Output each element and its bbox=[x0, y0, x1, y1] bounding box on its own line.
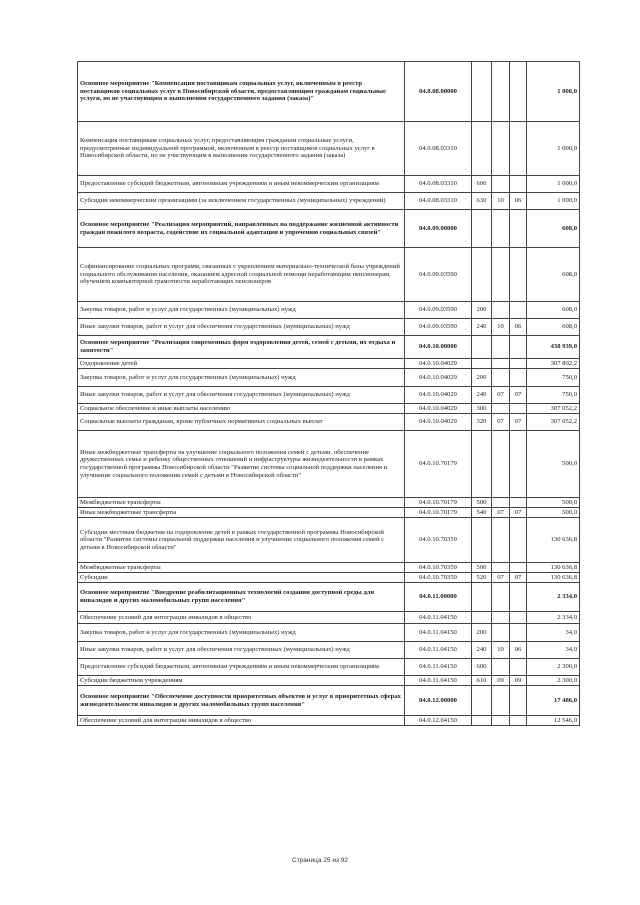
row-code-cell: 04.0.11.00000 bbox=[405, 583, 472, 612]
table-row-main-measure bbox=[78, 210, 580, 248]
row-name-cell: Субсидии bbox=[78, 573, 405, 583]
row-subsection-cell bbox=[510, 612, 527, 624]
row-subsection-cell bbox=[510, 583, 527, 612]
row-amount-cell: 750,0 bbox=[527, 369, 580, 387]
row-section-cell bbox=[492, 518, 510, 563]
page-footer: Страница 25 из 92 bbox=[292, 857, 348, 864]
row-expense-type-cell bbox=[472, 62, 492, 122]
table-row bbox=[78, 404, 580, 414]
row-subsection-cell: 07 bbox=[510, 414, 527, 431]
row-amount-cell: 608,0 bbox=[527, 302, 580, 319]
row-expense-type-cell bbox=[472, 248, 492, 302]
row-amount-cell: 130 636,8 bbox=[527, 563, 580, 573]
row-amount-cell: 307 052,2 bbox=[527, 404, 580, 414]
row-section-cell bbox=[492, 210, 510, 248]
table-row bbox=[78, 624, 580, 642]
row-subsection-cell bbox=[510, 498, 527, 508]
row-name-cell: Основное мероприятие "Внедрение реабилитационных технологий создании доступной среды для инвалидов и других маломобильных групп населения" bbox=[78, 583, 405, 612]
row-name-cell: Основное мероприятие "Обеспечение доступности приоритетных объектов и услуг в приоритетных сферах жизнедеятельности инвалидов и других маломобильных групп населения" bbox=[78, 686, 405, 716]
budget-table-body bbox=[78, 62, 580, 726]
table-row bbox=[78, 431, 580, 498]
row-subsection-cell bbox=[510, 176, 527, 193]
row-name-cell: Социальные выплаты гражданам, кроме публичных нормативных социальных выплат bbox=[78, 414, 405, 431]
row-amount-cell: 17 486,0 bbox=[527, 686, 580, 716]
row-code-cell: 04.0.08.00000 bbox=[405, 62, 472, 122]
row-amount-cell: 307 052,2 bbox=[527, 414, 580, 431]
table-row bbox=[78, 414, 580, 431]
row-subsection-cell: 07 bbox=[510, 573, 527, 583]
table-row bbox=[78, 676, 580, 686]
row-subsection-cell: 06 bbox=[510, 319, 527, 336]
row-code-cell: 04.0.11.04150 bbox=[405, 676, 472, 686]
row-subsection-cell bbox=[510, 686, 527, 716]
row-code-cell: 04.0.11.04150 bbox=[405, 642, 472, 659]
row-section-cell bbox=[492, 176, 510, 193]
row-code-cell: 04.0.10.04029 bbox=[405, 369, 472, 387]
row-expense-type-cell bbox=[472, 359, 492, 369]
row-code-cell: 04.0.11.04150 bbox=[405, 624, 472, 642]
row-code-cell: 04.0.10.04029 bbox=[405, 414, 472, 431]
table-row bbox=[78, 387, 580, 404]
row-section-cell bbox=[492, 498, 510, 508]
row-section-cell: 09 bbox=[492, 676, 510, 686]
row-amount-cell: 608,0 bbox=[527, 319, 580, 336]
row-subsection-cell bbox=[510, 122, 527, 176]
table-row bbox=[78, 716, 580, 726]
row-subsection-cell bbox=[510, 210, 527, 248]
row-section-cell: 07 bbox=[492, 508, 510, 518]
row-expense-type-cell: 200 bbox=[472, 624, 492, 642]
row-expense-type-cell: 240 bbox=[472, 387, 492, 404]
row-amount-cell: 34,0 bbox=[527, 624, 580, 642]
row-amount-cell: 1 000,0 bbox=[527, 176, 580, 193]
row-amount-cell: 1 000,0 bbox=[527, 62, 580, 122]
row-expense-type-cell: 200 bbox=[472, 302, 492, 319]
row-expense-type-cell: 520 bbox=[472, 573, 492, 583]
row-section-cell bbox=[492, 62, 510, 122]
table-row bbox=[78, 122, 580, 176]
table-row bbox=[78, 369, 580, 387]
row-code-cell: 04.0.10.70179 bbox=[405, 431, 472, 498]
row-expense-type-cell bbox=[472, 431, 492, 498]
row-expense-type-cell bbox=[472, 686, 492, 716]
row-amount-cell: 2 334,0 bbox=[527, 612, 580, 624]
row-expense-type-cell: 320 bbox=[472, 414, 492, 431]
table-row bbox=[78, 193, 580, 210]
row-name-cell: Обеспечение условий для интеграции инвалидов в общество bbox=[78, 612, 405, 624]
table-row bbox=[78, 573, 580, 583]
row-name-cell: Основное мероприятие "Реализация мероприятий, направленных на поддержание жизненной активности граждан пожилого возраста, содействие их социальной адаптации и упрочению социальных связей" bbox=[78, 210, 405, 248]
row-name-cell: Компенсация поставщикам социальных услуг, предоставляющим гражданам социальные услуги, предусмотренные индивидуальной программой, включенным в реестр поставщиков социальных услуг в Новосибирской области, но не участвующим в выполнении государственного задания (заказа) bbox=[78, 122, 405, 176]
row-name-cell: Основное мероприятие "Компенсация поставщикам социальных услуг, включенным в реестр поставщиков социальных услуг в Новосибирской области, предоставляющим гражданам социальные услуги, но не участвующим в выполнении государственного задания (заказа)" bbox=[78, 62, 405, 122]
row-section-cell bbox=[492, 716, 510, 726]
row-name-cell: Предоставление субсидий бюджетным, автономным учреждениям и иным некоммерческим организациям bbox=[78, 176, 405, 193]
row-amount-cell: 2 300,0 bbox=[527, 676, 580, 686]
row-code-cell: 04.0.08.03310 bbox=[405, 176, 472, 193]
row-section-cell bbox=[492, 336, 510, 359]
table-row bbox=[78, 508, 580, 518]
row-expense-type-cell bbox=[472, 336, 492, 359]
row-name-cell: Оздоровление детей bbox=[78, 359, 405, 369]
row-code-cell: 04.0.12.00000 bbox=[405, 686, 472, 716]
row-expense-type-cell: 240 bbox=[472, 642, 492, 659]
row-amount-cell: 12 546,0 bbox=[527, 716, 580, 726]
row-code-cell: 04.0.09.00000 bbox=[405, 210, 472, 248]
row-amount-cell: 750,0 bbox=[527, 387, 580, 404]
row-name-cell: Межбюджетные трансферты bbox=[78, 498, 405, 508]
row-expense-type-cell: 500 bbox=[472, 498, 492, 508]
row-amount-cell: 34,0 bbox=[527, 642, 580, 659]
row-expense-type-cell: 300 bbox=[472, 404, 492, 414]
row-amount-cell: 608,0 bbox=[527, 248, 580, 302]
row-section-cell: 07 bbox=[492, 414, 510, 431]
row-code-cell: 04.0.10.70359 bbox=[405, 573, 472, 583]
row-section-cell bbox=[492, 612, 510, 624]
row-expense-type-cell: 600 bbox=[472, 176, 492, 193]
row-subsection-cell: 06 bbox=[510, 642, 527, 659]
row-name-cell: Софинансирование социальных программ, связанных с укреплением материально-технической базы учреждений социального обслуживания населения, оказанием адресной социальной помощи неработающим пенсионерам, обучением компьютерной грамотности неработающих пенсионеров bbox=[78, 248, 405, 302]
row-amount-cell: 500,0 bbox=[527, 498, 580, 508]
row-section-cell bbox=[492, 431, 510, 498]
table-row-main-measure bbox=[78, 62, 580, 122]
row-subsection-cell: 07 bbox=[510, 508, 527, 518]
row-amount-cell: 2 334,0 bbox=[527, 583, 580, 612]
row-code-cell: 04.0.10.04029 bbox=[405, 404, 472, 414]
row-expense-type-cell bbox=[472, 583, 492, 612]
row-section-cell bbox=[492, 686, 510, 716]
table-row bbox=[78, 359, 580, 369]
row-amount-cell: 1 000,0 bbox=[527, 122, 580, 176]
row-section-cell bbox=[492, 122, 510, 176]
row-subsection-cell bbox=[510, 659, 527, 676]
row-subsection-cell bbox=[510, 336, 527, 359]
row-code-cell: 04.0.12.04150 bbox=[405, 716, 472, 726]
row-section-cell bbox=[492, 659, 510, 676]
table-row bbox=[78, 302, 580, 319]
row-subsection-cell bbox=[510, 248, 527, 302]
row-amount-cell: 307 802,2 bbox=[527, 359, 580, 369]
row-name-cell: Закупка товаров, работ и услуг для государственных (муниципальных) нужд bbox=[78, 302, 405, 319]
row-name-cell: Иные закупки товаров, работ и услуг для обеспечения государственных (муниципальных) нужд bbox=[78, 319, 405, 336]
row-name-cell: Обеспечение условий для интеграции инвалидов в общество bbox=[78, 716, 405, 726]
table-row bbox=[78, 176, 580, 193]
row-subsection-cell: 09 bbox=[510, 676, 527, 686]
row-section-cell bbox=[492, 404, 510, 414]
row-amount-cell: 500,0 bbox=[527, 431, 580, 498]
row-subsection-cell bbox=[510, 431, 527, 498]
table-row bbox=[78, 248, 580, 302]
row-section-cell bbox=[492, 359, 510, 369]
row-code-cell: 04.0.10.00000 bbox=[405, 336, 472, 359]
budget-table bbox=[77, 61, 580, 726]
row-section-cell bbox=[492, 248, 510, 302]
row-name-cell: Иные закупки товаров, работ и услуг для обеспечения государственных (муниципальных) нужд bbox=[78, 642, 405, 659]
row-section-cell: 10 bbox=[492, 193, 510, 210]
row-amount-cell: 130 636,8 bbox=[527, 518, 580, 563]
row-subsection-cell bbox=[510, 369, 527, 387]
row-name-cell: Субсидии местным бюджетам на оздоровление детей в рамках государственной программы Новосибирской области "Развитие системы социальной поддержки населения и улучшение социального положения семей с детьми в Новосибирской области" bbox=[78, 518, 405, 563]
row-subsection-cell bbox=[510, 404, 527, 414]
row-amount-cell: 608,0 bbox=[527, 210, 580, 248]
row-name-cell: Предоставление субсидий бюджетным, автономным учреждениям и иным некоммерческим организациям bbox=[78, 659, 405, 676]
table-row bbox=[78, 563, 580, 573]
row-code-cell: 04.0.08.03310 bbox=[405, 193, 472, 210]
table-row bbox=[78, 659, 580, 676]
row-section-cell: 10 bbox=[492, 642, 510, 659]
row-name-cell: Иные закупки товаров, работ и услуг для обеспечения государственных (муниципальных) нужд bbox=[78, 387, 405, 404]
row-code-cell: 04.0.10.70179 bbox=[405, 498, 472, 508]
row-section-cell bbox=[492, 302, 510, 319]
table-row bbox=[78, 518, 580, 563]
row-code-cell: 04.0.11.04150 bbox=[405, 659, 472, 676]
row-subsection-cell: 06 bbox=[510, 193, 527, 210]
row-code-cell: 04.0.08.03310 bbox=[405, 122, 472, 176]
row-name-cell: Социальное обеспечение и иные выплаты населению bbox=[78, 404, 405, 414]
row-section-cell: 10 bbox=[492, 319, 510, 336]
row-section-cell: 07 bbox=[492, 387, 510, 404]
row-code-cell: 04.0.10.70359 bbox=[405, 518, 472, 563]
row-name-cell: Иные межбюджетные трансферты bbox=[78, 508, 405, 518]
row-amount-cell: 438 939,0 bbox=[527, 336, 580, 359]
row-subsection-cell bbox=[510, 302, 527, 319]
table-row bbox=[78, 642, 580, 659]
row-expense-type-cell bbox=[472, 518, 492, 563]
row-name-cell: Закупка товаров, работ и услуг для государственных (муниципальных) нужд bbox=[78, 624, 405, 642]
row-code-cell: 04.0.09.03590 bbox=[405, 319, 472, 336]
row-expense-type-cell: 540 bbox=[472, 508, 492, 518]
row-expense-type-cell: 500 bbox=[472, 563, 492, 573]
row-expense-type-cell: 240 bbox=[472, 319, 492, 336]
row-code-cell: 04.0.10.70179 bbox=[405, 508, 472, 518]
row-name-cell: Основное мероприятие "Реализация современных форм оздоровления детей, семей с детьми, их отдыха и занятости" bbox=[78, 336, 405, 359]
table-row bbox=[78, 319, 580, 336]
row-amount-cell: 2 300,0 bbox=[527, 659, 580, 676]
row-expense-type-cell: 630 bbox=[472, 193, 492, 210]
row-code-cell: 04.0.11.04150 bbox=[405, 612, 472, 624]
row-subsection-cell bbox=[510, 62, 527, 122]
row-section-cell: 07 bbox=[492, 573, 510, 583]
row-expense-type-cell: 200 bbox=[472, 369, 492, 387]
row-name-cell: Субсидии бюджетным учреждениям bbox=[78, 676, 405, 686]
row-section-cell bbox=[492, 563, 510, 573]
row-code-cell: 04.0.10.04029 bbox=[405, 359, 472, 369]
table-row-main-measure bbox=[78, 686, 580, 716]
row-expense-type-cell bbox=[472, 210, 492, 248]
row-subsection-cell: 07 bbox=[510, 387, 527, 404]
row-amount-cell: 1 000,0 bbox=[527, 193, 580, 210]
row-expense-type-cell: 610 bbox=[472, 676, 492, 686]
row-expense-type-cell bbox=[472, 122, 492, 176]
row-section-cell bbox=[492, 624, 510, 642]
row-subsection-cell bbox=[510, 563, 527, 573]
row-expense-type-cell bbox=[472, 716, 492, 726]
document-page bbox=[77, 61, 580, 726]
row-section-cell bbox=[492, 583, 510, 612]
row-name-cell: Иные межбюджетные трансферты на улучшение социального положения семей с детьми, обеспечение дружественных семье и ребенку общественных отношений и инфраструктуры жизнедеятельности в рамках государственной программы Новосибирской области "Развитие системы социальной поддержки населения и улучшение социального положения семей с детьми в Новосибирской области" bbox=[78, 431, 405, 498]
row-subsection-cell bbox=[510, 518, 527, 563]
row-code-cell: 04.0.10.70359 bbox=[405, 563, 472, 573]
row-name-cell: Межбюджетные трансферты bbox=[78, 563, 405, 573]
row-code-cell: 04.0.10.04029 bbox=[405, 387, 472, 404]
table-row bbox=[78, 498, 580, 508]
row-name-cell: Закупка товаров, работ и услуг для государственных (муниципальных) нужд bbox=[78, 369, 405, 387]
table-row-main-measure bbox=[78, 336, 580, 359]
row-name-cell: Субсидии некоммерческим организациям (за исключением государственных (муниципальных) учреждений) bbox=[78, 193, 405, 210]
table-row-main-measure bbox=[78, 583, 580, 612]
row-code-cell: 04.0.09.03590 bbox=[405, 248, 472, 302]
table-row bbox=[78, 612, 580, 624]
row-expense-type-cell: 600 bbox=[472, 659, 492, 676]
row-subsection-cell bbox=[510, 624, 527, 642]
row-section-cell bbox=[492, 369, 510, 387]
row-amount-cell: 500,0 bbox=[527, 508, 580, 518]
row-subsection-cell bbox=[510, 716, 527, 726]
row-code-cell: 04.0.09.03590 bbox=[405, 302, 472, 319]
row-amount-cell: 130 636,8 bbox=[527, 573, 580, 583]
row-expense-type-cell bbox=[472, 612, 492, 624]
row-subsection-cell bbox=[510, 359, 527, 369]
